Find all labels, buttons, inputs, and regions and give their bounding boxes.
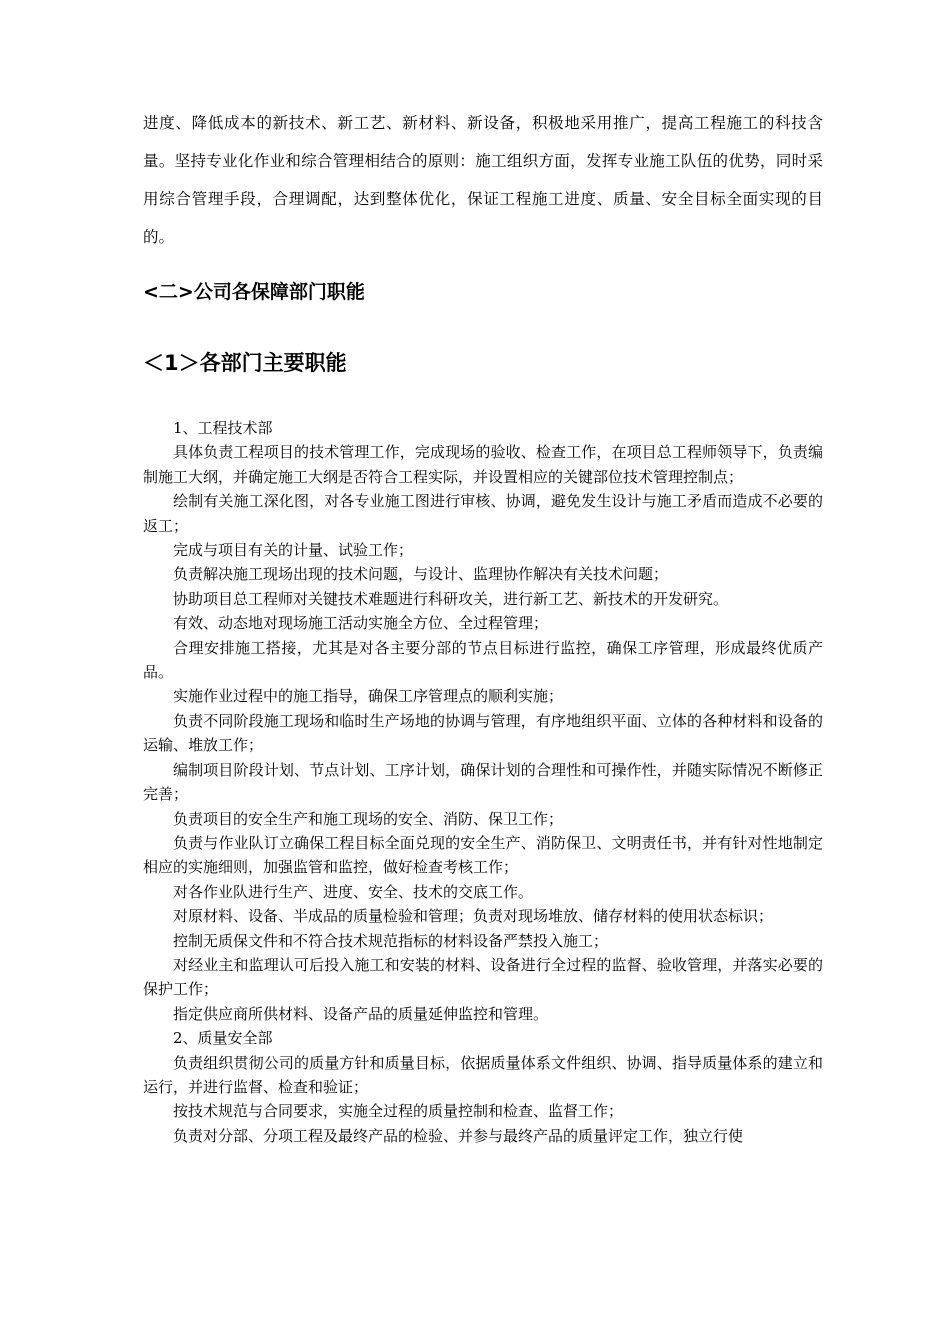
department-functions-body	[143, 416, 823, 1148]
duty-item: 指定供应商所供材料、设备产品的质量延伸监控和管理。	[173, 1004, 549, 1023]
duty-item: 实施作业过程中的施工指导，确保工序管理点的顺利实施；	[173, 687, 564, 706]
intro-paragraph	[143, 104, 823, 256]
duty-item: 协助项目总工程师对关键技术难题进行科研攻关，进行新工艺、新技术的开发研究。	[173, 589, 729, 608]
duty-item: 完成与项目有关的计量、试验工作；	[173, 541, 414, 560]
duty-item: 对经业主和监理认可后投入施工和安装的材料、设备进行全过程的监督、验收管理，并落实必要的保护工作；	[143, 955, 823, 999]
duty-item: 负责不同阶段施工现场和临时生产场地的协调与管理，有序地组织平面、立体的各种材料和设备的运输、堆放工作；	[143, 711, 823, 755]
duty-item: 负责与作业队订立确保工程目标全面兑现的安全生产、消防保卫、文明责任书，并有针对性地制定相应的实施细则，加强监管和监控，做好检查考核工作；	[143, 833, 823, 877]
duty-item: 编制项目阶段计划、节点计划、工序计划，确保计划的合理性和可操作性，并随实际情况不断修正完善；	[143, 760, 823, 804]
department-title: 1、工程技术部	[173, 419, 273, 437]
section-heading-company-departments: <二>公司各保障部门职能	[143, 281, 365, 303]
duty-item: 负责组织贯彻公司的质量方针和质量目标，依据质量体系文件组织、协调、指导质量体系的建立和运行，并进行监督、检查和验证；	[143, 1053, 823, 1096]
duty-item: 有效、动态地对现场施工活动实施全方位、全过程管理；	[173, 614, 549, 633]
duty-item: 对原材料、设备、半成品的质量检验和管理；负责对现场堆放、储存材料的使用状态标识；	[173, 907, 774, 926]
duty-item: 对各作业队进行生产、进度、安全、技术的交底工作。	[173, 882, 534, 901]
duty-item: 控制无质保文件和不符合技术规范指标的材料设备严禁投入施工；	[173, 931, 609, 950]
duty-item: 负责解决施工现场出现的技术问题，与设计、监理协作解决有关技术问题；	[173, 565, 669, 584]
subsection-heading-department-functions: ＜1＞各部门主要职能	[143, 351, 347, 375]
department-title: 2、质量安全部	[173, 1029, 273, 1048]
duty-item: 按技术规范与合同要求，实施全过程的质量控制和检查、监督工作；	[173, 1102, 624, 1121]
duty-item: 合理安排施工搭接，尤其是对各主要分部的节点目标进行监控，确保工序管理，形成最终优质产品。	[143, 638, 823, 682]
duty-item: 绘制有关施工深化图，对各专业施工图进行审核、协调，避免发生设计与施工矛盾而造成不必要的返工；	[143, 492, 823, 535]
duty-item: 负责对分部、分项工程及最终产品的检验、并参与最终产品的质量评定工作，独立行使	[173, 1126, 744, 1145]
duty-item: 负责项目的安全生产和施工现场的安全、消防、保卫工作；	[173, 809, 564, 828]
duty-item: 具体负责工程项目的技术管理工作，完成现场的验收、检查工作，在项目总工程师领导下，负责编制施工大纲，并确定施工大纲是否符合工程实际，并设置相应的关键部位技术管理控制点；	[143, 443, 823, 486]
intro-text: 进度、降低成本的新技术、新工艺、新材料、新设备，积极地采用推广，提高工程施工的科技含量。坚持专业化作业和综合管理相结合的原则：施工组织方面，发挥专业施工队伍的优势，同时采用综合管理手段，合理调配，达到整体优化，保证工程施工进度、质量、安全目标全面实现的目的。	[143, 114, 823, 246]
